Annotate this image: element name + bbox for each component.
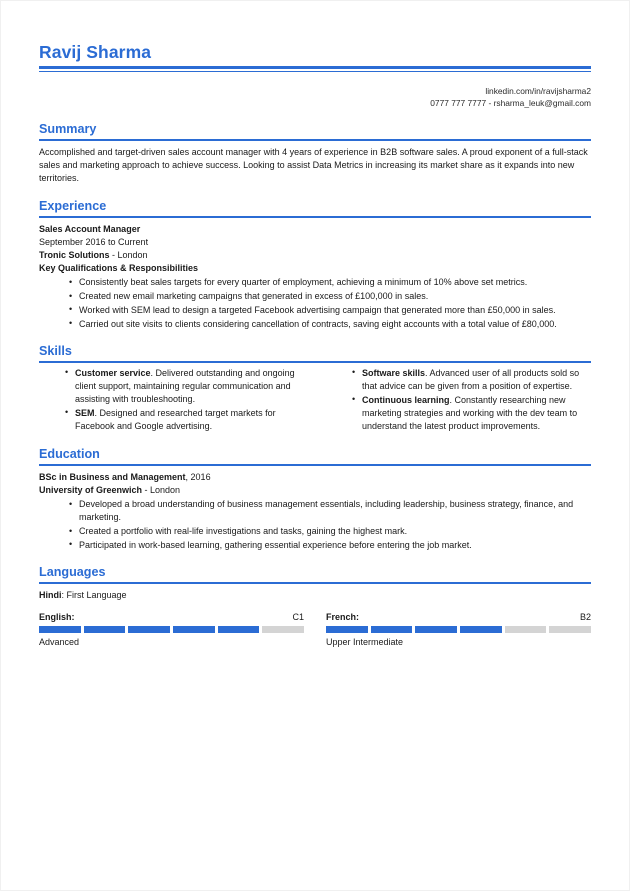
skills-column-left [39,366,304,434]
experience-rule [39,216,591,218]
skill-description: . Delivered outstanding and ongoing client support, maintaining regular communication and assisting with troubleshooting. [75,367,295,405]
language-block-french [326,611,591,649]
languages-rule [39,582,591,584]
skills-column-right [326,366,591,434]
language-level-badge: C1 [292,612,304,623]
language-head [326,611,591,623]
skills-left-list [39,367,304,434]
contact-linkedin[interactable]: linkedin.com/in/ravijsharma2 [485,86,591,96]
proficiency-segment [84,626,126,633]
list-item [65,367,304,407]
education-heading: Education [39,446,100,461]
language-separator: : [356,612,360,623]
experience-company-line [39,249,591,262]
experience-dates: September 2016 to Current [39,236,149,247]
proficiency-segment [415,626,457,633]
education-degree-line [39,471,591,484]
section-education [39,447,591,552]
skills-rule [39,361,591,363]
contact-phone-email[interactable]: 0777 777 7777 - rsharma_leuk@gmail.com [430,98,591,108]
proficiency-segment [549,626,591,633]
language-name: English [39,612,72,623]
list-item: • Developed a broad understanding of business management essentials, including leadership, business strategy, finance, and marketing. [69,498,591,524]
language-head [39,611,304,623]
experience-company: Tronic Solutions [39,250,110,261]
skills-columns [39,366,591,434]
list-item: • Consistently beat sales targets for every quarter of employment, achieving a minimum of 10% above set metrics. [69,276,591,289]
name-rule-thin [39,71,591,73]
proficiency-segment [326,626,368,633]
skill-description: . Designed and researched target markets for Facebook and Google advertising. [75,407,276,432]
skills-heading: Skills [39,343,72,358]
skill-name: Customer service [75,367,151,378]
language-first-value: First Language [66,589,127,600]
skill-description: . Advanced user of all products sold so that advice can be given from a position of expertise. [362,367,580,391]
experience-location: London [117,250,148,261]
section-languages [39,565,591,649]
summary-rule [39,139,591,141]
skill-name: Continuous learning [362,394,450,405]
summary-text: Accomplished and target-driven sales account manager with 4 years of experience in B2B software sales. A proud exponent of a full-stack sales and marketing approach to achieve success. Looking to assist Data Metrics in increasing its market share as it expands into new territories. [39,147,588,184]
section-skills [39,344,591,434]
experience-bullet-list [39,276,591,330]
education-institution-line [39,484,591,497]
experience-job-title: Sales Account Manager [39,223,141,234]
list-item: • Created new email marketing campaigns that generated in excess of £100,000 in sales. [69,290,591,303]
education-institution: University of Greenwich [39,484,143,495]
education-institution-separator: - [142,484,151,495]
education-rule [39,464,591,466]
candidate-name: Ravij Sharma [39,42,152,62]
language-proficiency-bar [326,626,591,633]
proficiency-segment [218,626,260,633]
language-name-group [326,611,359,623]
list-item: • Carried out site visits to clients considering cancellation of contracts, saving eight accounts with a total value of £80,000. [69,318,591,331]
list-item [65,407,304,433]
proficiency-segment [262,626,304,633]
proficiency-segment [173,626,215,633]
education-bullet-list [39,498,591,552]
list-item: • Created a portfolio with real-life investigations and tasks, gaining the highest mark. [69,525,591,538]
list-item [352,367,591,393]
languages-heading: Languages [39,564,106,579]
proficiency-segment [505,626,547,633]
summary-heading: Summary [39,122,97,136]
language-block-english [39,611,304,649]
language-name: French [326,612,357,623]
education-location: London [150,484,181,495]
skill-name: SEM [75,407,95,418]
proficiency-segment [371,626,413,633]
skills-right-list [326,367,591,434]
name-rule-thick [39,66,591,69]
experience-responsibilities-label: Key Qualifications & Responsibilities [39,263,199,274]
experience-heading: Experience [39,198,107,213]
contact-block [39,85,591,109]
proficiency-segment [39,626,81,633]
language-caption: Advanced [39,637,80,648]
section-experience [39,199,591,331]
proficiency-segment [460,626,502,633]
language-separator: : [71,612,75,623]
skill-name: Software skills [362,367,426,378]
language-first-separator: : [61,589,67,600]
language-first-name: Hindi [39,589,62,600]
skill-description: . Constantly researching new marketing strategies and working with the dev team to understand the latest product improvements. [362,394,578,432]
education-degree: BSc in Business and Management [39,471,186,482]
section-summary [39,122,591,186]
language-rating-row [39,611,591,649]
language-caption: Upper Intermediate [326,637,404,648]
proficiency-segment [128,626,170,633]
list-item: • Participated in work-based learning, gathering essential experience before entering the job market. [69,539,591,552]
language-name-group [39,611,75,623]
list-item: • Worked with SEM lead to design a targeted Facebook advertising campaign that generated more than £50,000 in sales. [69,304,591,317]
resume-header [39,1,591,109]
language-level-badge: B2 [579,612,591,623]
list-item [352,394,591,434]
language-proficiency-bar [39,626,304,633]
language-first-line [39,589,591,602]
education-year: , 2016 [185,471,211,482]
experience-company-separator: - [109,250,118,261]
